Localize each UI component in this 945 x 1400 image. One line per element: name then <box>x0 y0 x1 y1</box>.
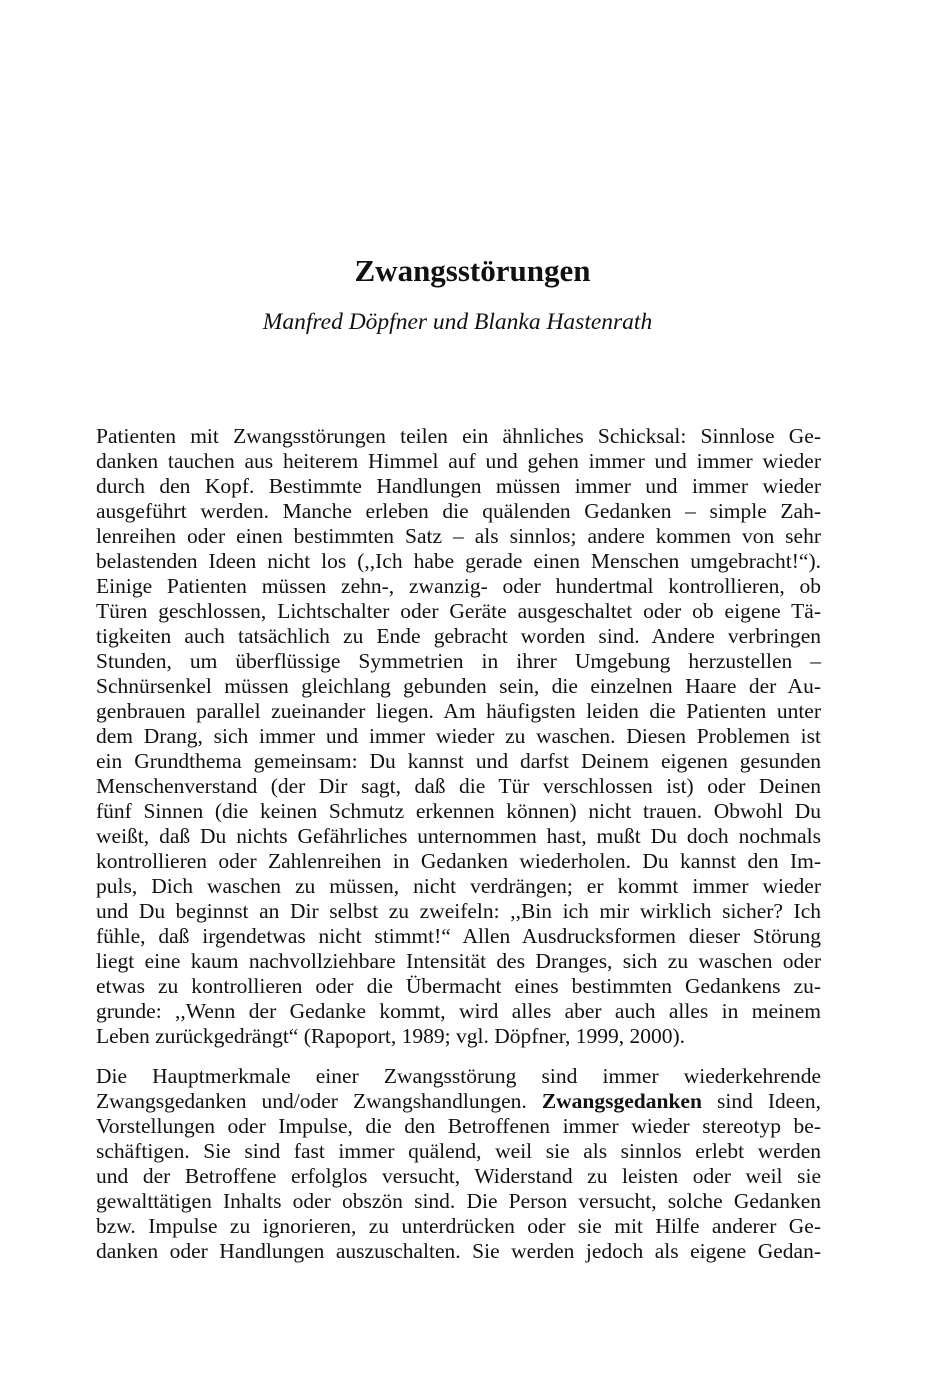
chapter-title: Zwangsstörungen <box>354 253 591 288</box>
paragraph-line: gewalttätigen Inhalts oder obszön sind. Die Person versucht, solche Gedanken <box>96 1189 821 1213</box>
paragraph-line: Schnürsenkel müssen gleichlang gebunden sein, die einzelnen Haare der Au- <box>96 674 821 698</box>
paragraph-line: belastenden Ideen nicht los (,,Ich habe gerade einen Menschen umgebracht!“). <box>96 549 821 573</box>
paragraph-line: Leben zurückgedrängt“ (Rapoport, 1989; vgl. Döpfner, 1999, 2000). <box>96 1024 686 1048</box>
paragraph-line: und der Betroffene erfolglos versucht, Widerstand zu leisten oder weil sie <box>96 1164 821 1188</box>
paragraph-line: bzw. Impulse zu ignorieren, zu unterdrücken oder sie mit Hilfe anderer Ge- <box>96 1214 821 1238</box>
paragraph-line: dem Drang, sich immer und immer wieder zu waschen. Diesen Problemen ist <box>96 724 821 748</box>
paragraph-line: lenreihen oder einen bestimmten Satz – als sinnlos; andere kommen von sehr <box>96 524 821 548</box>
bold-term: Zwangsgedanken <box>541 1089 702 1113</box>
paragraph-line: ausgeführt werden. Manche erleben die quälenden Gedanken – simple Zah- <box>96 499 821 523</box>
paragraph-line: Türen geschlossen, Lichtschalter oder Geräte ausgeschaltet oder ob eigene Tä- <box>96 599 821 623</box>
paragraph-line: genbrauen parallel zueinander liegen. Am häufigsten leiden die Patienten unter <box>96 699 821 723</box>
paragraph-line: Stunden, um überflüssige Symmetrien in ihrer Umgebung herzustellen – <box>96 649 821 673</box>
paragraph-line: danken tauchen aus heiterem Himmel auf und gehen immer und immer wieder <box>96 449 821 473</box>
paragraph-line: etwas zu kontrollieren oder die Übermacht eines bestimmten Gedankens zu- <box>96 974 821 998</box>
paragraph-line: weißt, daß Du nichts Gefährliches unternommen hast, mußt Du doch nochmals <box>96 824 821 848</box>
paragraph-line: Einige Patienten müssen zehn-, zwanzig- oder hundertmal kontrollieren, ob <box>96 574 821 598</box>
paragraph-line: durch den Kopf. Bestimmte Handlungen müssen immer und immer wieder <box>96 474 821 498</box>
paragraph-1 <box>96 424 821 1049</box>
chapter-authors: Manfred Döpfner und Blanka Hastenrath <box>262 309 653 335</box>
paragraph-2 <box>96 1064 821 1264</box>
paragraph-line: und Du beginnst an Dir selbst zu zweifeln: ,,Bin ich mir wirklich sicher? Ich <box>96 899 821 923</box>
paragraph-line <box>96 1089 821 1114</box>
paragraph-line: Menschenverstand (der Dir sagt, daß die Tür verschlossen ist) oder Deinen <box>96 774 821 798</box>
paragraph-line: tigkeiten auch tatsächlich zu Ende gebracht worden sind. Andere verbringen <box>96 624 821 648</box>
paragraph-line: fühle, daß irgendetwas nicht stimmt!“ Allen Ausdrucksformen dieser Störung <box>96 924 821 948</box>
paragraph-line: kontrollieren oder Zahlenreihen in Gedanken wiederholen. Du kannst den Im- <box>96 849 821 873</box>
paragraph-line: puls, Dich waschen zu müssen, nicht verdrängen; er kommt immer wieder <box>96 874 821 898</box>
body-text <box>96 424 821 1264</box>
paragraph-line: liegt eine kaum nachvollziehbare Intensität des Dranges, sich zu waschen oder <box>96 949 821 973</box>
text-run: sind Ideen, <box>716 1089 822 1113</box>
paragraph-line: grunde: ,,Wenn der Gedanke kommt, wird alles aber auch alles in meinem <box>96 999 821 1023</box>
paragraph-line: Vorstellungen oder Impulse, die den Betroffenen immer wieder stereotyp be- <box>96 1114 821 1138</box>
paragraph-line: ein Grundthema gemeinsam: Du kannst und darfst Deinem eigenen gesunden <box>96 749 821 773</box>
paragraph-line: schäftigen. Sie sind fast immer quälend, weil sie als sinnlos erlebt werden <box>96 1139 821 1163</box>
paragraph-line: Die Hauptmerkmale einer Zwangsstörung sind immer wiederkehrende <box>96 1064 821 1088</box>
text-run: Zwangsgedanken und/oder Zwangshandlungen. <box>96 1089 527 1113</box>
paragraph-line: Patienten mit Zwangsstörungen teilen ein ähnliches Schicksal: Sinnlose Ge- <box>96 424 821 448</box>
paragraph-line: fünf Sinnen (die keinen Schmutz erkennen können) nicht trauen. Obwohl Du <box>96 799 821 823</box>
paragraph-line: danken oder Handlungen auszuschalten. Sie werden jedoch als eigene Gedan- <box>96 1239 821 1263</box>
